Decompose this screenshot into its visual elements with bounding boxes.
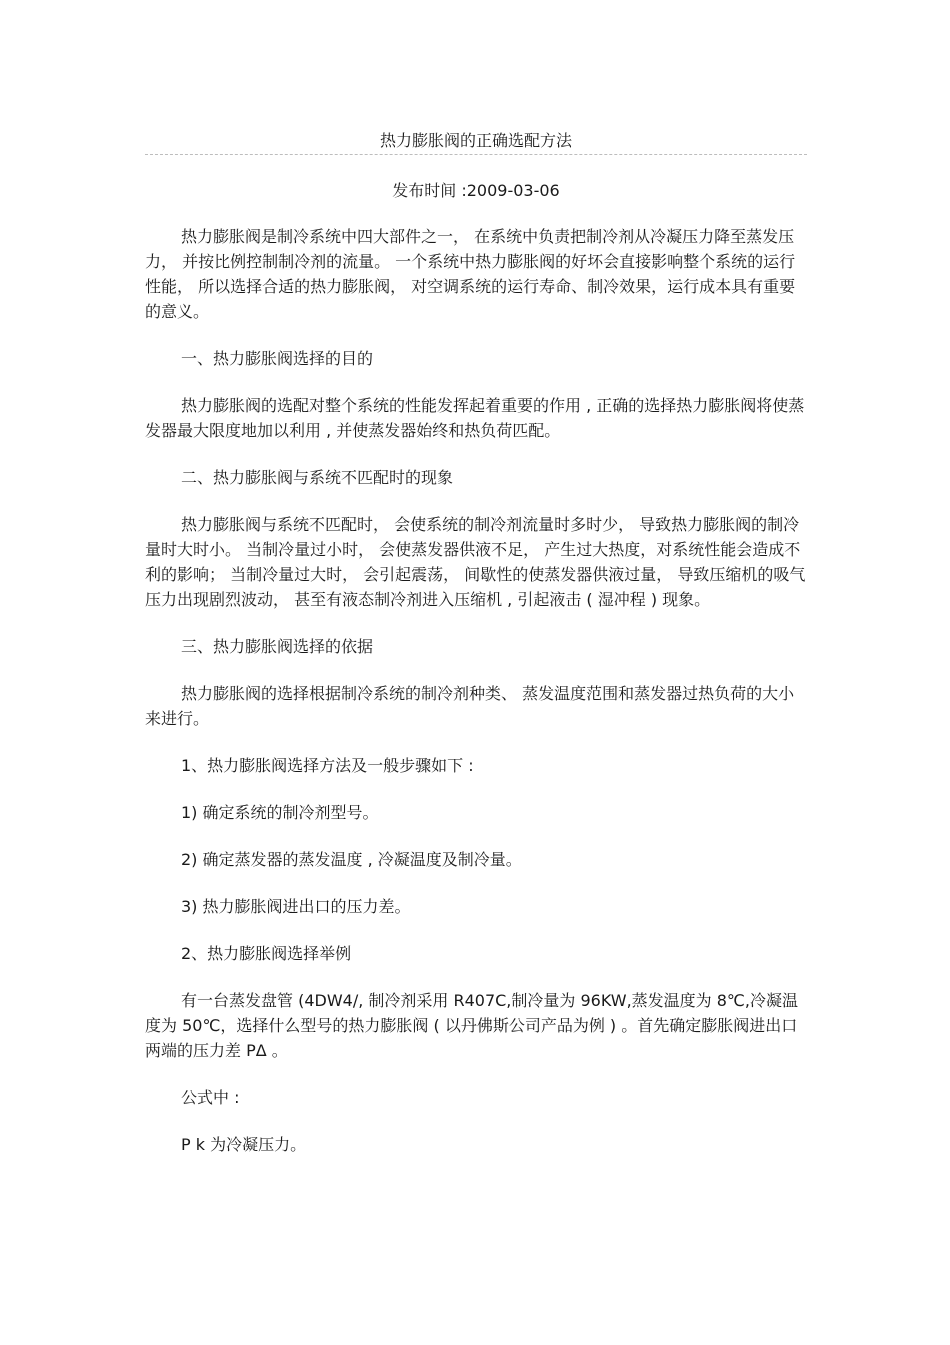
document-title: 热力膨胀阀的正确选配方法 <box>379 131 572 150</box>
formula-label: 公式中 : <box>181 1088 240 1107</box>
mismatch-paragraph: 热力膨胀阀与系统不匹配时， 会使系统的制冷剂流量时多时少， 导致热力膨胀阀的制冷量时大时小。 当制冷量过小时， 会使蒸发器供液不足， 产生过大热度，对系统性能会造成不利的影响； 当制冷量过大时， 会引起震荡， 间歇性的使蒸发器供液过量， 导致压缩机的吸气压力出现剧烈波动， 甚至有液态制冷剂进入压缩机 , 引起液击 ( 湿冲程 ) 现象。 <box>145 515 806 609</box>
purpose-paragraph: 热力膨胀阀的选配对整个系统的性能发挥起着重要的作用 , 正确的选择热力膨胀阀将使蒸发器最大限度地加以利用 , 并使蒸发器始终和热负荷匹配。 <box>145 396 805 440</box>
subsection-example: 2、热力膨胀阀选择举例 <box>181 944 352 963</box>
step-3: 3) 热力膨胀阀进出口的压力差。 <box>181 897 411 916</box>
title-divider <box>145 154 807 155</box>
intro-paragraph: 热力膨胀阀是制冷系统中四大部件之一， 在系统中负责把制冷剂从冷凝压力降至蒸发压力， 并按比例控制制冷剂的流量。 一个系统中热力膨胀阀的好坏会直接影响整个系统的运行性能， 所以选择合适的热力膨胀阀， 对空调系统的运行寿命、制冷效果，运行成本具有重要的意义。 <box>145 227 796 321</box>
section-heading-basis: 三、热力膨胀阀选择的依据 <box>181 637 374 656</box>
section-heading-purpose: 一、热力膨胀阀选择的目的 <box>181 349 374 368</box>
subsection-method: 1、热力膨胀阀选择方法及一般步骤如下 : <box>181 756 474 775</box>
example-paragraph: 有一台蒸发盘管 (4DW4/, 制冷剂采用 R407C,制冷量为 96KW,蒸发温度为 8℃,冷凝温度为 50℃，选择什么型号的热力膨胀阀 ( 以丹佛斯公司产品为例 ) 。首先确定膨胀阀进出口两端的压力差 PΔ 。 <box>145 991 798 1060</box>
section-heading-mismatch: 二、热力膨胀阀与系统不匹配时的现象 <box>181 468 454 487</box>
article-body <box>145 224 807 1157</box>
pk-definition: P k 为冷凝压力。 <box>181 1135 307 1154</box>
basis-paragraph: 热力膨胀阀的选择根据制冷系统的制冷剂种类、 蒸发温度范围和蒸发器过热负荷的大小来进行。 <box>145 684 795 728</box>
step-1: 1) 确定系统的制冷剂型号。 <box>181 803 379 822</box>
publish-date: 发布时间 :2009-03-06 <box>392 181 560 200</box>
step-2: 2) 确定蒸发器的蒸发温度 , 冷凝温度及制冷量。 <box>181 850 522 869</box>
